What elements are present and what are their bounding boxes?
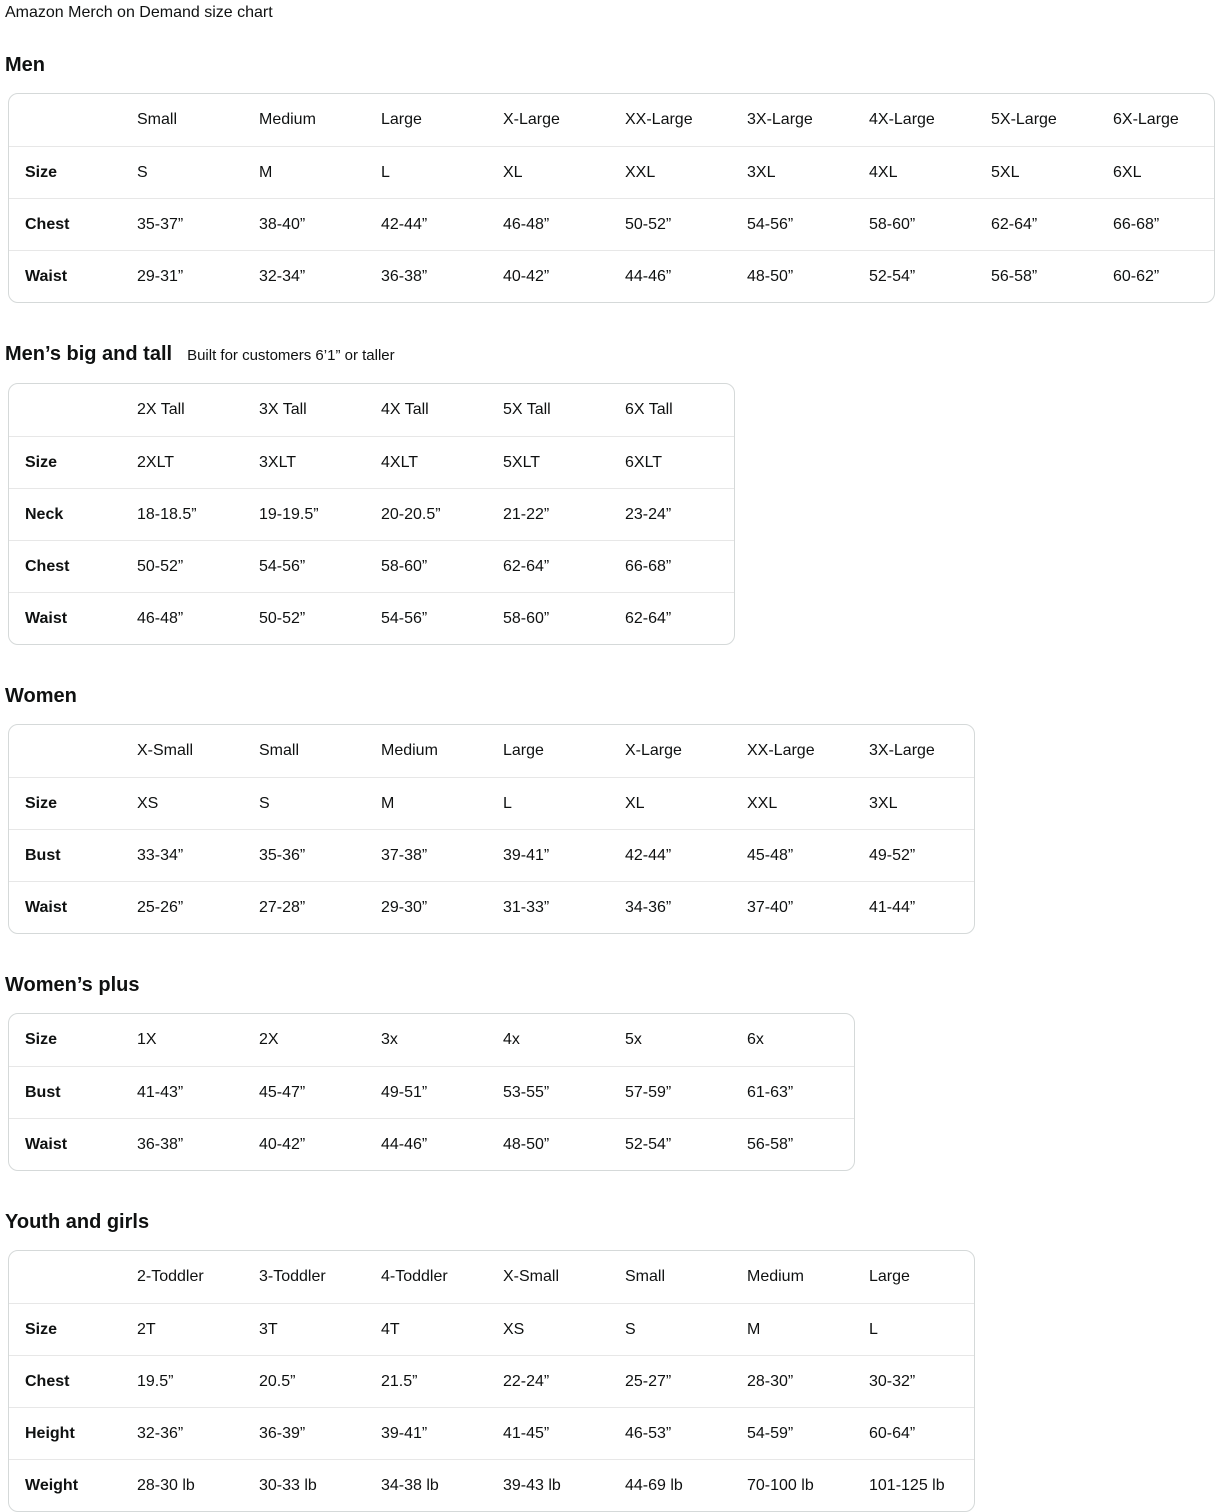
cell: 70-100 lb <box>746 1459 868 1511</box>
cell: 58-60” <box>868 198 990 250</box>
column-header: 4-Toddler <box>381 1268 448 1285</box>
cell: XL <box>502 146 624 198</box>
cell: 50-52” <box>624 198 746 250</box>
column-header: Small <box>259 742 300 759</box>
column-header: Large <box>869 1268 910 1285</box>
cell: 6XL <box>1112 146 1214 198</box>
cell: 29-31” <box>136 250 258 302</box>
section-heading <box>5 975 1222 996</box>
table-row <box>9 488 734 540</box>
cell: 49-52” <box>868 829 974 881</box>
cell: 39-41” <box>502 829 624 881</box>
cell: 54-59” <box>746 1407 868 1459</box>
cell: 30-33 lb <box>258 1459 380 1511</box>
cell: 5XLT <box>502 436 624 488</box>
cell: 40-42” <box>502 250 624 302</box>
cell: 39-41” <box>380 1407 502 1459</box>
cell: 56-58” <box>990 250 1112 302</box>
cell: 3T <box>258 1303 380 1355</box>
cell: 3x <box>381 1031 398 1048</box>
cell: M <box>746 1303 868 1355</box>
size-table-womens-plus <box>8 1013 855 1171</box>
sections-container <box>5 55 1222 1512</box>
column-header: X-Small <box>503 1268 560 1285</box>
cell: 33-34” <box>136 829 258 881</box>
cell: 27-28” <box>258 881 380 933</box>
cell: 35-37” <box>136 198 258 250</box>
column-header: Large <box>503 742 544 759</box>
cell: 32-34” <box>258 250 380 302</box>
section-heading-text: Men’s big and tall <box>5 343 173 365</box>
cell: 19.5” <box>136 1355 258 1407</box>
row-label: Size <box>25 1031 58 1048</box>
cell: 46-48” <box>136 592 258 644</box>
row-label: Waist <box>9 881 136 933</box>
cell: 52-54” <box>868 250 990 302</box>
cell: 28-30 lb <box>136 1459 258 1511</box>
row-label: Height <box>9 1407 136 1459</box>
cell: M <box>380 777 502 829</box>
table-row <box>9 881 974 933</box>
cell: 3XLT <box>258 436 380 488</box>
cell: 49-51” <box>380 1066 502 1118</box>
column-header: 6X-Large <box>1113 111 1179 128</box>
row-label: Bust <box>9 1066 136 1118</box>
cell: 6XLT <box>624 436 734 488</box>
cell: 2XLT <box>136 436 258 488</box>
cell: 60-64” <box>868 1407 974 1459</box>
row-label: Chest <box>9 1355 136 1407</box>
row-label: Chest <box>9 198 136 250</box>
corner-cell <box>9 94 136 146</box>
table-row <box>9 1066 854 1118</box>
row-label: Waist <box>9 1118 136 1170</box>
column-header: Small <box>625 1268 666 1285</box>
cell: 44-46” <box>380 1118 502 1170</box>
cell: 5XL <box>990 146 1112 198</box>
table-row <box>9 1459 974 1511</box>
corner-cell <box>9 384 136 436</box>
table-row <box>9 1014 854 1066</box>
column-header: Small <box>137 111 178 128</box>
cell: L <box>502 777 624 829</box>
corner-cell <box>9 725 136 777</box>
cell: 41-43” <box>136 1066 258 1118</box>
cell: 66-68” <box>1112 198 1214 250</box>
column-header: Medium <box>747 1268 804 1285</box>
cell: 48-50” <box>502 1118 624 1170</box>
column-header: 6X Tall <box>625 401 673 418</box>
row-label: Chest <box>9 540 136 592</box>
cell: 31-33” <box>502 881 624 933</box>
row-label: Neck <box>9 488 136 540</box>
cell: 48-50” <box>746 250 868 302</box>
cell: S <box>136 146 258 198</box>
cell: L <box>380 146 502 198</box>
cell: 62-64” <box>502 540 624 592</box>
cell: 1X <box>137 1031 157 1048</box>
cell: 54-56” <box>380 592 502 644</box>
row-label: Bust <box>9 829 136 881</box>
section-heading-text: Men <box>5 54 45 76</box>
cell: 62-64” <box>990 198 1112 250</box>
cell: 4XL <box>868 146 990 198</box>
section-heading <box>5 686 1222 707</box>
cell: 38-40” <box>258 198 380 250</box>
cell: XXL <box>624 146 746 198</box>
cell: 58-60” <box>380 540 502 592</box>
section-heading-subtitle: Built for customers 6’1” or taller <box>187 347 395 364</box>
cell: 36-38” <box>136 1118 258 1170</box>
table-row <box>9 198 1214 250</box>
cell: 21-22” <box>502 488 624 540</box>
section-heading-text: Women’s plus <box>5 974 140 996</box>
row-label: Waist <box>9 250 136 302</box>
cell: 42-44” <box>624 829 746 881</box>
table-row <box>9 436 734 488</box>
table-row <box>9 540 734 592</box>
row-label: Size <box>9 777 136 829</box>
table-row <box>9 777 974 829</box>
cell: 44-69 lb <box>624 1459 746 1511</box>
table-row <box>9 592 734 644</box>
table-row <box>9 146 1214 198</box>
column-header: Large <box>381 111 422 128</box>
cell: 18-18.5” <box>136 488 258 540</box>
cell: 34-38 lb <box>380 1459 502 1511</box>
table-row <box>9 1355 974 1407</box>
column-header: 5X-Large <box>991 111 1057 128</box>
size-table-youth-and-girls <box>8 1250 975 1512</box>
table-row <box>9 250 1214 302</box>
row-label: Size <box>9 146 136 198</box>
cell: 19-19.5” <box>258 488 380 540</box>
cell: S <box>624 1303 746 1355</box>
cell: 50-52” <box>258 592 380 644</box>
cell: 22-24” <box>502 1355 624 1407</box>
column-header: 3X-Large <box>747 111 813 128</box>
column-header: X-Small <box>137 742 194 759</box>
column-header: 2X Tall <box>137 401 185 418</box>
cell: 3XL <box>746 146 868 198</box>
cell: XL <box>624 777 746 829</box>
cell: 21.5” <box>380 1355 502 1407</box>
cell: 28-30” <box>746 1355 868 1407</box>
table-row <box>9 1118 854 1170</box>
cell: 101-125 lb <box>868 1459 974 1511</box>
section-heading <box>5 1212 1222 1233</box>
row-label: Waist <box>9 592 136 644</box>
column-header: 5X Tall <box>503 401 551 418</box>
cell: 36-38” <box>380 250 502 302</box>
cell: 2T <box>136 1303 258 1355</box>
cell: 34-36” <box>624 881 746 933</box>
cell: 35-36” <box>258 829 380 881</box>
column-header: XX-Large <box>625 111 693 128</box>
cell: 44-46” <box>624 250 746 302</box>
column-header: X-Large <box>625 742 682 759</box>
cell: 4x <box>503 1031 520 1048</box>
table-row <box>9 1303 974 1355</box>
row-label: Size <box>9 1303 136 1355</box>
section-youth-and-girls <box>5 1212 1222 1512</box>
cell: 66-68” <box>624 540 734 592</box>
cell: 39-43 lb <box>502 1459 624 1511</box>
cell: 45-47” <box>258 1066 380 1118</box>
cell: 42-44” <box>380 198 502 250</box>
cell: 37-38” <box>380 829 502 881</box>
section-mens-big-and-tall <box>5 344 1222 645</box>
column-header: 3X Tall <box>259 401 307 418</box>
cell: 46-48” <box>502 198 624 250</box>
cell: 46-53” <box>624 1407 746 1459</box>
column-header: X-Large <box>503 111 560 128</box>
section-women <box>5 686 1222 934</box>
cell: XS <box>502 1303 624 1355</box>
cell: 25-26” <box>136 881 258 933</box>
cell: 61-63” <box>746 1066 854 1118</box>
cell: 41-44” <box>868 881 974 933</box>
cell: 37-40” <box>746 881 868 933</box>
column-header: Medium <box>259 111 316 128</box>
cell: 23-24” <box>624 488 734 540</box>
header-row <box>9 384 734 436</box>
cell: 54-56” <box>746 198 868 250</box>
size-table-mens-big-and-tall <box>8 383 735 645</box>
section-heading-text: Women <box>5 685 77 707</box>
column-header: 4X-Large <box>869 111 935 128</box>
section-heading <box>5 55 1222 76</box>
cell: 52-54” <box>624 1118 746 1170</box>
cell: 4T <box>380 1303 502 1355</box>
cell: 6x <box>747 1031 764 1048</box>
cell: 41-45” <box>502 1407 624 1459</box>
header-row <box>9 1251 974 1303</box>
column-header: 4X Tall <box>381 401 429 418</box>
cell: 40-42” <box>258 1118 380 1170</box>
cell: 50-52” <box>136 540 258 592</box>
cell: 2X <box>259 1031 279 1048</box>
cell: 60-62” <box>1112 250 1214 302</box>
cell: 45-48” <box>746 829 868 881</box>
column-header: Medium <box>381 742 438 759</box>
cell: S <box>258 777 380 829</box>
cell: XXL <box>746 777 868 829</box>
cell: 4XLT <box>380 436 502 488</box>
size-table-men <box>8 93 1215 303</box>
cell: 20.5” <box>258 1355 380 1407</box>
cell: 5x <box>625 1031 642 1048</box>
page-title: Amazon Merch on Demand size chart <box>5 4 273 21</box>
column-header: 3X-Large <box>869 742 935 759</box>
cell: 30-32” <box>868 1355 974 1407</box>
table-row <box>9 829 974 881</box>
size-table-women <box>8 724 975 934</box>
cell: 56-58” <box>746 1118 854 1170</box>
cell: 62-64” <box>624 592 734 644</box>
cell: 29-30” <box>380 881 502 933</box>
row-label: Size <box>9 436 136 488</box>
table-row <box>9 1407 974 1459</box>
section-womens-plus <box>5 975 1222 1171</box>
column-header: 3-Toddler <box>259 1268 326 1285</box>
cell: L <box>868 1303 974 1355</box>
header-row <box>9 94 1214 146</box>
cell: XS <box>136 777 258 829</box>
cell: 20-20.5” <box>380 488 502 540</box>
cell: 57-59” <box>624 1066 746 1118</box>
cell: 53-55” <box>502 1066 624 1118</box>
row-label: Weight <box>9 1459 136 1511</box>
column-header: XX-Large <box>747 742 815 759</box>
cell: 36-39” <box>258 1407 380 1459</box>
section-heading <box>5 344 1222 366</box>
column-header: 2-Toddler <box>137 1268 204 1285</box>
cell: 54-56” <box>258 540 380 592</box>
cell: 25-27” <box>624 1355 746 1407</box>
cell: 58-60” <box>502 592 624 644</box>
section-men <box>5 55 1222 303</box>
cell: 3XL <box>868 777 974 829</box>
cell: M <box>258 146 380 198</box>
header-row <box>9 725 974 777</box>
corner-cell <box>9 1251 136 1303</box>
section-heading-text: Youth and girls <box>5 1211 150 1233</box>
cell: 32-36” <box>136 1407 258 1459</box>
